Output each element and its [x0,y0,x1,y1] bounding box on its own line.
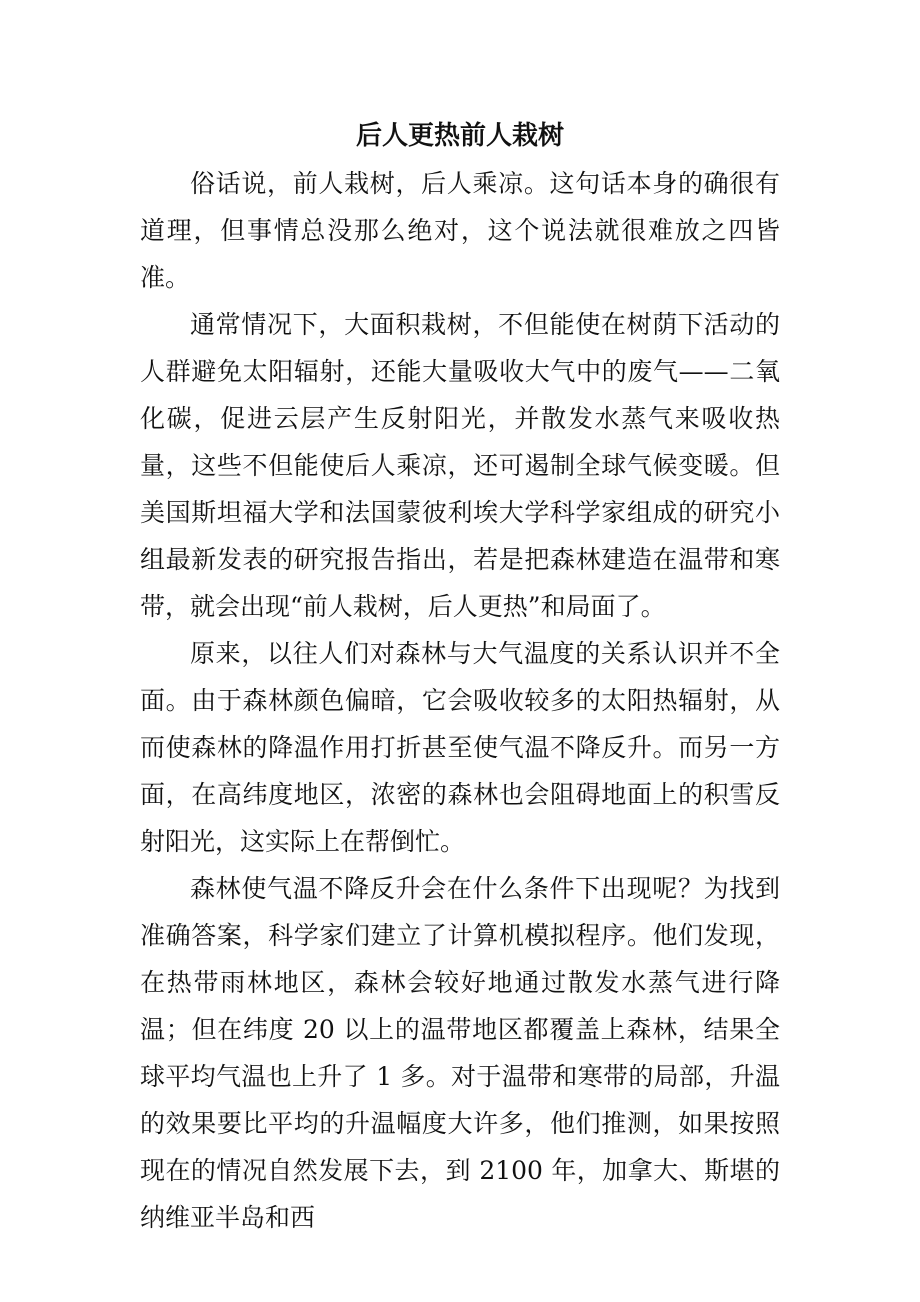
article-body [140,160,780,1241]
paragraph-2: 通常情况下，大面积栽树，不但能使在树荫下活动的人群避免太阳辐射，还能大量吸收大气中的废气——二氧化碳，促进云层产生反射阳光，并散发水蒸气来吸收热量，这些不但能使后人乘凉，还可遏制全球气候变暖。但美国斯坦福大学和法国蒙彼利埃大学科学家组成的研究小组最新发表的研究报告指出，若是把森林建造在温带和寒带，就会出现“前人栽树，后人更热”和局面了。 [140,310,780,621]
page-title: 后人更热前人栽树 [355,121,564,151]
paragraph-4: 森林使气温不降反升会在什么条件下出现呢？为找到准确答案，科学家们建立了计算机模拟程序。他们发现，在热带雨林地区，森林会较好地通过散发水蒸气进行降温；但在纬度 20 以上的温带地区都覆盖上森林，结果全球平均气温也上升了 1 多。对于温带和寒带的局部，升温的效果要比平均的升温幅度大许多，他们推测，如果按照现在的情况自然发展下去，到 2100 年，加拿大、斯堪的纳维亚半岛和西 [140,874,780,1232]
paragraph-3: 原来，以往人们对森林与大气温度的关系认识并不全面。由于森林颜色偏暗，它会吸收较多的太阳热辐射，从而使森林的降温作用打折甚至使气温不降反升。而另一方面，在高纬度地区，浓密的森林也会阻碍地面上的积雪反射阳光，这实际上在帮倒忙。 [140,639,780,856]
paragraph-1: 俗话说，前人栽树，后人乘凉。这句话本身的确很有道理，但事情总没那么绝对，这个说法就很难放之四皆准。 [140,169,780,292]
